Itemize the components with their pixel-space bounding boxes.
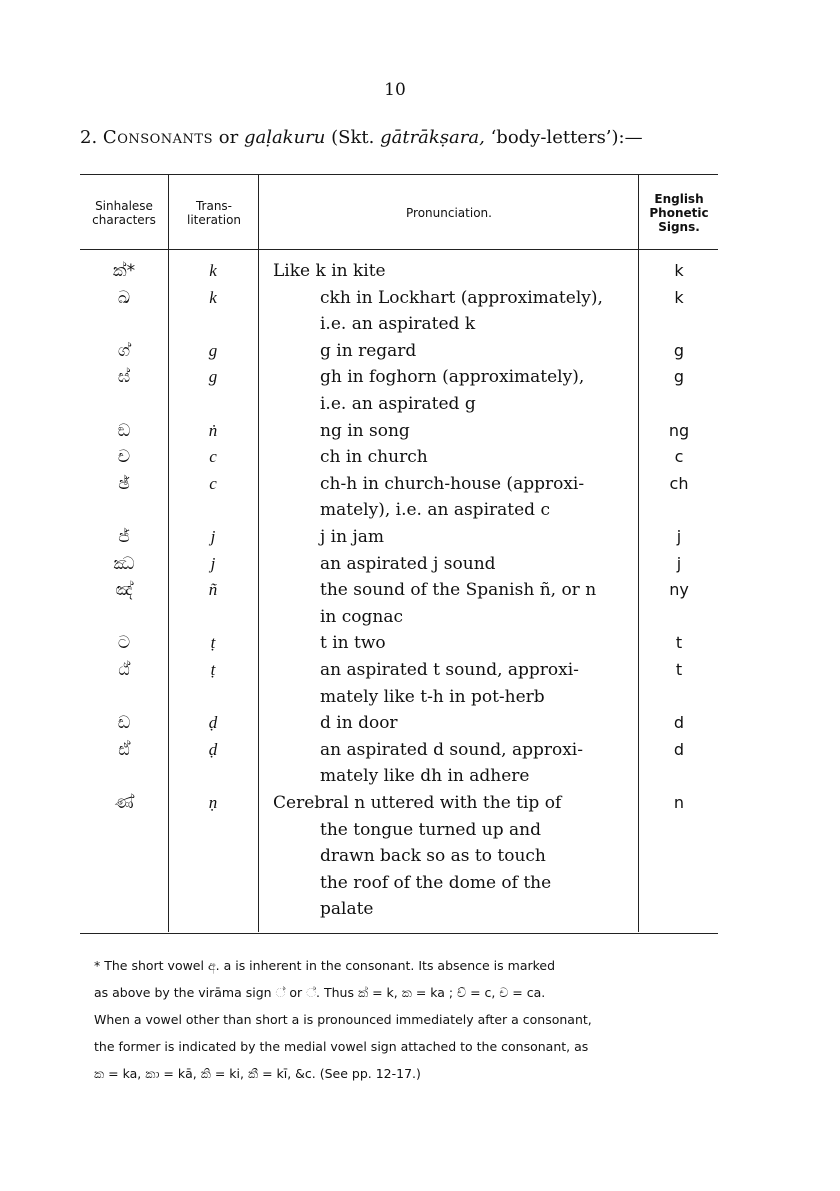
table-row — [80, 630, 718, 656]
header-pronunciation — [260, 206, 638, 220]
pronunciation-text: the sound of the Spanish ñ, or n — [320, 580, 597, 601]
sinhalese-character: ජ් — [118, 527, 130, 547]
table-row — [80, 896, 718, 922]
table-row — [80, 817, 718, 843]
header-english — [640, 192, 718, 234]
sinhalese-character: ඨ් — [118, 660, 130, 680]
sinhalese-character: ඣ — [113, 553, 135, 574]
sinhalese-character: ඡ් — [118, 473, 130, 494]
pronunciation-text: mately like dh in adhere — [320, 766, 530, 787]
table-top-rule — [80, 174, 718, 175]
footnote-line: the former is indicated by the medial vowel sign attached to the consonant, as — [94, 1039, 589, 1054]
header-sinhalese-line: Sinhalese — [95, 199, 153, 213]
heading-skt-term: gātrākṣara, — [380, 127, 485, 148]
header-transliteration-line: Trans- — [195, 199, 233, 213]
phonetic-sign: k — [674, 287, 684, 307]
pronunciation-text: the roof of the dome of the — [320, 872, 552, 893]
transliteration: j — [210, 553, 216, 573]
table-row — [80, 737, 718, 763]
phonetic-sign: g — [673, 367, 685, 387]
heading-gloss: ‘body-letters’):— — [490, 127, 643, 148]
footnote-line: ක = ka, කා = kā, කි = ki, කී = kī, &c. (See pp. 12-17.) — [94, 1066, 421, 1081]
phonetic-sign: k — [674, 261, 684, 280]
table-row — [80, 364, 718, 390]
table-row — [80, 763, 718, 789]
table-row — [80, 418, 718, 444]
table-row — [80, 657, 718, 683]
sinhalese-character: ඤ් — [115, 580, 133, 601]
phonetic-sign: n — [673, 793, 685, 812]
table-row — [80, 524, 718, 550]
pronunciation-text: an aspirated d sound, approxi- — [320, 739, 583, 760]
table-row — [80, 843, 718, 869]
phonetic-sign: ch — [669, 473, 689, 493]
phonetic-sign: j — [676, 553, 682, 573]
pronunciation-text: i.e. an aspirated g — [320, 394, 476, 414]
pronunciation-text: mately like t-h in pot-herb — [320, 686, 545, 707]
table-row — [80, 258, 718, 284]
footnote-line: When a vowel other than short a is pronounced immediately after a consonant, — [94, 1012, 592, 1027]
header-sinhalese-line: characters — [92, 213, 156, 227]
header-pronunciation-label: Pronunciation. — [406, 206, 492, 220]
pronunciation-text: drawn back so as to touch — [320, 846, 546, 867]
table-row — [80, 391, 718, 417]
header-transliteration — [170, 199, 258, 227]
table-row — [80, 311, 718, 337]
header-transliteration-line: literation — [186, 213, 242, 227]
sinhalese-character: ඛ — [117, 287, 131, 308]
pronunciation-text: an aspirated t sound, approxi- — [320, 660, 579, 680]
table-row — [80, 338, 718, 364]
sinhalese-character: ග් — [117, 340, 131, 361]
pronunciation-text: Like k in kite — [273, 261, 386, 281]
pronunciation-text: an aspirated j sound — [320, 553, 496, 574]
page-number: 10 — [384, 80, 406, 100]
header-english-line: Phonetic — [649, 206, 709, 220]
table-row — [80, 604, 718, 630]
phonetic-sign: ng — [668, 420, 690, 440]
table-row — [80, 870, 718, 896]
table-row — [80, 551, 718, 577]
transliteration: ñ — [208, 580, 218, 600]
header-sinhalese — [80, 199, 168, 227]
transliteration: ṭ — [210, 633, 216, 653]
pronunciation-text: i.e. an aspirated k — [320, 314, 476, 335]
transliteration: ḍ — [208, 739, 218, 759]
sinhalese-character: ක්* — [112, 261, 136, 281]
transliteration: ṅ — [208, 420, 218, 440]
pronunciation-text: ckh in Lockhart (approximately), — [320, 287, 603, 308]
phonetic-sign: d — [673, 713, 685, 733]
pronunciation-text: ch in church — [320, 447, 428, 468]
heading-title: Consonants — [102, 127, 214, 148]
table-row — [80, 577, 718, 603]
header-english-line: Signs. — [658, 220, 700, 234]
table-row — [80, 497, 718, 523]
phonetic-sign: t — [675, 633, 683, 653]
pronunciation-text: in cognac — [320, 606, 404, 627]
pronunciation-text: ng in song — [320, 420, 410, 441]
sinhalese-character: ඪ් — [118, 739, 130, 760]
sinhalese-character: ඞ — [117, 420, 131, 441]
pronunciation-text: mately), i.e. an aspirated c — [320, 500, 550, 521]
phonetic-sign: g — [673, 340, 685, 360]
header-english-line: English — [654, 192, 704, 206]
transliteration: ḍ — [208, 713, 218, 733]
sinhalese-character: ණ් — [114, 793, 134, 813]
sinhalese-character: ච — [117, 447, 131, 468]
sinhalese-character: ඝ් — [117, 367, 131, 388]
table-row — [80, 710, 718, 736]
sinhalese-character: ඩ — [117, 713, 131, 734]
transliteration: g — [208, 367, 218, 387]
table-row — [80, 471, 718, 497]
pronunciation-text: ch-h in church-house (approxi- — [320, 473, 585, 494]
transliteration: ṇ — [208, 793, 218, 812]
phonetic-sign: ny — [669, 580, 689, 600]
heading-or: or — [218, 127, 239, 148]
pronunciation-text: the tongue turned up and — [320, 819, 541, 840]
pronunciation-text: j in jam — [320, 527, 384, 547]
heading-paren: (Skt. — [331, 127, 375, 148]
table-row — [80, 790, 718, 816]
phonetic-sign: j — [676, 527, 682, 546]
footnote-line: * The short vowel අ. a is inherent in the consonant. Its absence is marked — [94, 958, 556, 973]
transliteration: k — [209, 261, 217, 280]
transliteration: c — [209, 447, 217, 467]
table-header-rule — [80, 249, 718, 250]
table-row — [80, 444, 718, 470]
transliteration: j — [210, 527, 216, 546]
table-bottom-rule — [80, 933, 718, 934]
phonetic-sign: t — [675, 660, 683, 679]
phonetic-sign: d — [673, 739, 685, 759]
pronunciation-text: gh in foghorn (approximately), — [320, 367, 585, 388]
pronunciation-text: d in door — [320, 713, 398, 734]
table-row — [80, 285, 718, 311]
transliteration: ṭ — [210, 660, 216, 679]
pronunciation-text: palate — [320, 899, 374, 920]
pronunciation-text: t in two — [320, 633, 386, 654]
transliteration: c — [209, 473, 217, 493]
pronunciation-text: Cerebral n uttered with the tip of — [273, 793, 562, 813]
sinhalese-character: ට — [117, 633, 131, 654]
section-heading — [80, 127, 740, 148]
heading-number: 2. — [80, 127, 98, 148]
footnote — [94, 952, 744, 1087]
transliteration: g — [208, 340, 218, 360]
transliteration: k — [209, 287, 217, 307]
table-row — [80, 684, 718, 710]
phonetic-sign: c — [674, 447, 684, 467]
footnote-line: as above by the virāma sign ් or ්. Thus ක් = k, ක = ka ; ච් = c, ච = ca. — [94, 985, 546, 1000]
pronunciation-text: g in regard — [320, 340, 417, 361]
heading-term: gaḷakuru — [243, 127, 326, 148]
